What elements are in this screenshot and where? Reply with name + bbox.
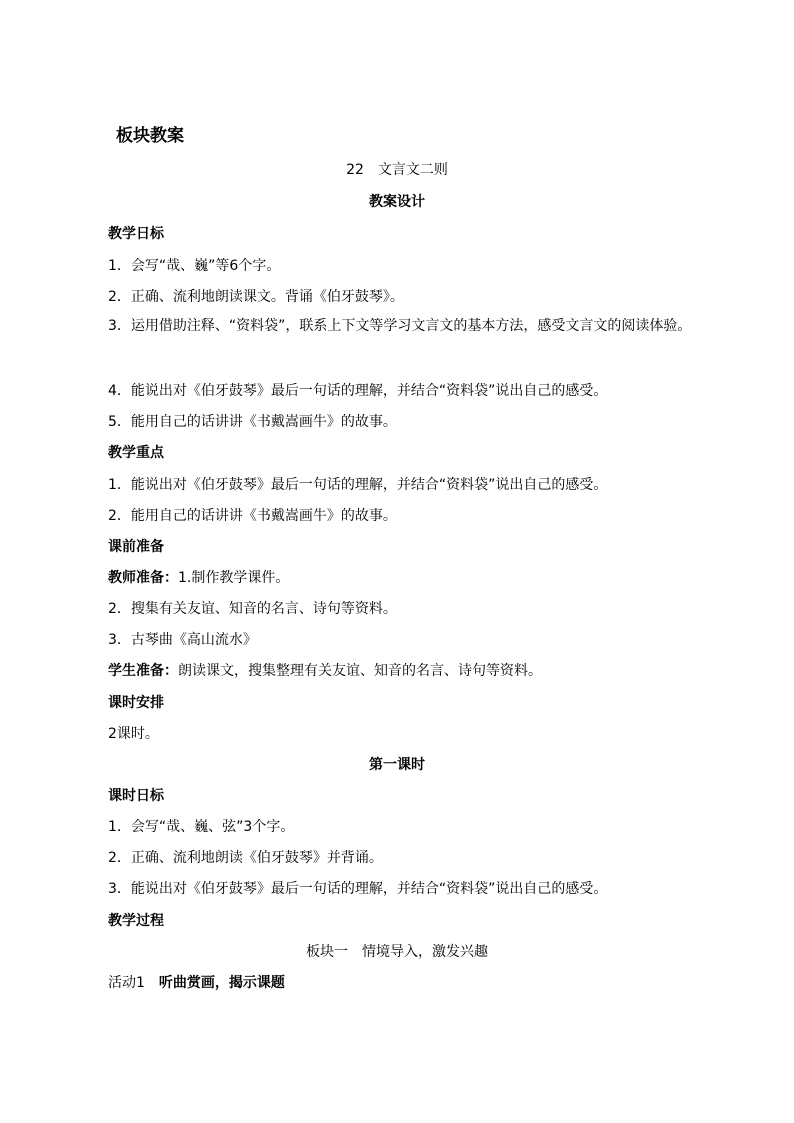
student-prep-line xyxy=(108,662,542,680)
section-prep-heading: 课前准备 xyxy=(108,539,164,555)
goal-item: 2．正确、流利地朗读课文。背诵《伯牙鼓琴》。 xyxy=(108,289,404,305)
lesson-goal-item: 2．正确、流利地朗读《伯牙鼓琴》并背诵。 xyxy=(108,850,383,866)
lesson-goal-item: 1．会写“哉、巍、弦”3个字。 xyxy=(108,819,295,835)
lesson-goal-item: 3．能说出对《伯牙鼓琴》最后一句话的理解，并结合“资料袋”说出自己的感受。 xyxy=(108,881,608,897)
section-lesson-goals-heading: 课时日标 xyxy=(108,788,164,804)
student-prep-text: 朗读课文，搜集整理有关友谊、知音的名言、诗句等资料。 xyxy=(178,663,542,679)
teacher-prep-item: 3．古琴曲《高山流水》 xyxy=(108,632,257,648)
lesson-title: 22 文言文二则 xyxy=(346,162,448,178)
design-title: 教案设计 xyxy=(369,194,425,210)
first-lesson-title: 第一课时 xyxy=(369,757,425,773)
activity-label: 活动1 xyxy=(108,975,159,991)
section-goals-heading: 教学日标 xyxy=(108,226,164,242)
goal-item: 1．会写“哉、巍”等6个字。 xyxy=(108,258,281,274)
goal-item: 5．能用自己的话讲讲《书戴嵩画牛》的故事。 xyxy=(108,414,397,430)
block-title: 板块一 情境导入，激发兴趣 xyxy=(306,944,488,960)
page-heading: 板块教案 xyxy=(116,126,184,146)
section-schedule-heading: 课时安排 xyxy=(108,695,164,711)
key-point-item: 1．能说出对《伯牙鼓琴》最后一句话的理解，并结合“资料袋”说出自己的感受。 xyxy=(108,477,608,493)
teacher-prep-item: 2．搜集有关友谊、知音的名言、诗句等资料。 xyxy=(108,601,397,617)
teacher-prep-label: 教师准备： xyxy=(108,570,178,586)
goal-item: 4．能说出对《伯牙鼓琴》最后一句话的理解，并结合“资料袋”说出自己的感受。 xyxy=(108,383,608,399)
key-point-item: 2．能用自己的话讲讲《书戴嵩画牛》的故事。 xyxy=(108,508,397,524)
teacher-prep-first: 1.制作教学课件。 xyxy=(178,570,290,586)
section-key-heading: 教学重点 xyxy=(108,445,164,461)
student-prep-label: 学生准备： xyxy=(108,663,178,679)
activity-title: 听曲赏画，揭示课题 xyxy=(158,975,285,991)
activity-line xyxy=(108,974,285,992)
goal-item: 3．运用借助注释、“资料袋”，联系上下文等学习文言文的基本方法，感受文言文的阅读体验。 xyxy=(108,318,692,334)
teacher-prep-line xyxy=(108,569,289,587)
section-process-heading: 教学过程 xyxy=(108,913,164,929)
schedule-text: 2课时。 xyxy=(108,726,159,742)
